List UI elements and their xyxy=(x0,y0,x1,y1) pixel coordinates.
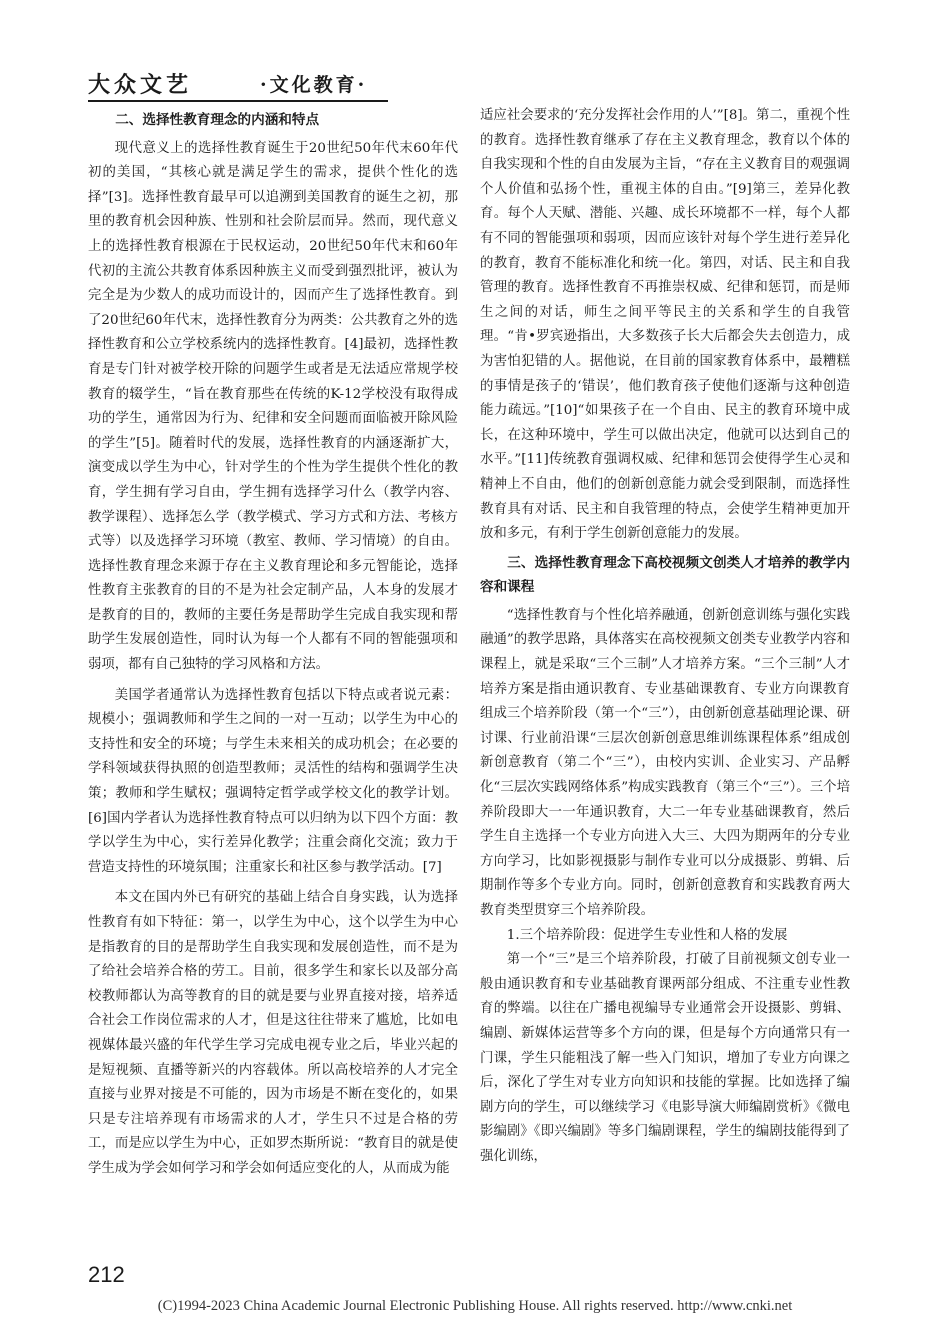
paragraph: “选择性教育与个性化培养融通，创新创意训练与强化实践融通”的教学思路，具体落实在高校视频文创类专业教学内容和课程上，就是采取“三个三制”人才培养方案。“三个三制”人才培养方案是指由通识教育、专业基础课教育、专业方向课教育组成三个培养阶段（第一个“三”），由创新创意基础理论课、研讨课、行业前沿课“三层次创新创意思维训练课程体系”组成创新创意教育（第二个“三”），由校内实训、企业实习、产品孵化“三层次实践网络体系”构成实践教育（第三个“三”）。三个培养阶段即大一一年通识教育，大二一年专业基础课教育，然后学生自主选择一个专业方向进入大三、大四为期两年的分专业方向学习，比如影视摄影与制作专业可以分成摄影、剪辑、后期制作等多个专业方向。同时，创新创意教育和实践教育两大教育类型贯穿三个培养阶段。 xyxy=(480,607,850,918)
journal-title: 大众文艺 xyxy=(88,72,193,98)
right-column xyxy=(480,104,850,1170)
subsection-heading: 1.三个培养阶段：促进学生专业性和人格的发展 xyxy=(506,927,788,943)
left-column xyxy=(88,104,458,1182)
section-title: ·文化教育· xyxy=(260,74,368,96)
paragraph: 美国学者通常认为选择性教育包括以下特点或者说元素：规模小；强调教师和学生之间的一对一互动；以学生为中心的支持性和安全的环境；与学生未来相关的成功机会；在必要的学科领域获得执照的创造型教师；灵活性的结构和强调学生决策；教师和学生赋权；强调特定哲学或学校文化的教学计划。[6]国内学者认为选择性教育特点可以归纳为以下四个方面：教学以学生为中心，实行差异化教学；注重会商化交流；致力于营造支持性的环境氛围；注重家长和社区参与教学活动。[7] xyxy=(88,687,458,875)
paragraph: 本文在国内外已有研究的基础上结合自身实践，认为选择性教育有如下特征：第一，以学生为中心，这个以学生为中心是指教育的目的是帮助学生自我实现和发展创造性，而不是为了给社会培养合格的劳工。目前，很多学生和家长以及部分高校教师都认为高等教育的目的就是要与业界直接对接，培养适合社会工作岗位需求的人才，但是这往往带来了尴尬，比如电视媒体最兴盛的年代学生学习完成电视专业之后，毕业兴起的是短视频、直播等新兴的内容载体。所以高校培养的人才完全直接与业界对接是不可能的，因为市场是不断在变化的，如果只是专注培养现有市场需求的人才，学生只不过是合格的劳工，而是应以学生为中心，正如罗杰斯所说：“教育目的就是使学生成为学会如何学习和学会如何适应变化的人，从而成为能 xyxy=(88,890,458,1176)
copyright-footer: (C)1994-2023 China Academic Journal Electronic Publishing House. All rights reserved. http://www.cnki.net xyxy=(157,1298,793,1314)
section-heading-3: 三、选择性教育理念下高校视频文创类人才培养的教学内容和课程 xyxy=(480,554,850,596)
paragraph: 现代意义上的选择性教育诞生于20世纪50年代末60年代初的美国，“其核心就是满足学生的需求，提供个性化的选择”[3]。选择性教育最早可以追溯到美国教育的诞生之初，那里的教育机会因种族、性别和社会阶层而异。然而，现代意义上的选择性教育根源在于民权运动，20世纪50年代末和60年代初的主流公共教育体系因种族主义而受到强烈批评，被认为完全是为少数人的成功而设计的，因而产生了选择性教育。到了20世纪60年代末，选择性教育分为两类：公共教育之外的选择性教育和公立学校系统内的选择性教育。[4]最初，选择性教育是专门针对被学校开除的问题学生或者是无法适应常规学校教育的辍学生，“旨在教育那些在传统的K-12学校没有取得成功的学生，通常因为行为、纪律和安全问题而面临被开除风险的学生”[5]。随着时代的发展，选择性教育的内涵逐渐扩大，演变成以学生为中心，针对学生的个性为学生提供个性化的教育，学生拥有学习自由，学生拥有选择学习什么（教学内容、教学课程）、选择怎么学（教学模式、学习方式和方法、考核方式等）以及选择学习环境（教室、教师、学习情境）的自由。选择性教育理念来源于存在主义教育理论和多元智能论，选择性教育主张教育的目的不是为社会定制产品，人本身的发展才是教育的目的，教师的主要任务是帮助学生完成自我实现和帮助学生发展创造性，同时认为每一个人都有不同的智能强项和弱项，都有自己独特的学习风格和方法。 xyxy=(88,140,458,673)
section-heading-2: 二、选择性教育理念的内涵和特点 xyxy=(115,112,320,128)
header-rule xyxy=(88,100,388,102)
paragraph-continued: 适应社会要求的‘充分发挥社会作用的人’”[8]。第二，重视个性的教育。选择性教育继承了存在主义教育理念，教育以个体的自我实现和个性的自由发展为主旨，“存在主义教育目的观强调个人价值和弘扬个性，重视主体的自由。”[9]第三，差异化教育。每个人天赋、潜能、兴趣、成长环境都不一样，每个人都有不同的智能强项和弱项，因而应该针对每个学生进行差异化的教育，教育不能标准化和统一化。第四，对话、民主和自我管理的教育。选择性教育不再推崇权威、纪律和惩罚，而是师生之间的对话，师生之间平等民主的关系和学生的自我管理。“肯•罗宾逊指出，大多数孩子长大后都会失去创造力，成为害怕犯错的人。据他说，在目前的国家教育体系中，最糟糕的事情是孩子的‘错误’，他们教育孩子使他们逐渐与这种创造能力疏远。”[10]“如果孩子在一个自由、民主的教育环境中成长，在这种环境中，学生可以做出决定，他就可以达到自己的水平。”[11]传统教育强调权威、纪律和惩罚会使得学生心灵和精神上不自由，他们的创新创意能力就会受到限制，而选择性教育具有对话、民主和自我管理的特点，会使学生精神更加开放和多元，有利于学生创新创意能力的发展。 xyxy=(480,108,850,542)
paragraph: 第一个“三”是三个培养阶段，打破了目前视频文创专业一般由通识教育和专业基础教育课两部分组成、不注重专业性教育的弊端。以往在广播电视编导专业通常会开设摄影、剪辑、编剧、新媒体运营等多个方向的课，但是每个方向通常只有一门课，学生只能粗浅了解一些入门知识，增加了专业方向课之后，深化了学生对专业方向知识和技能的掌握。比如选择了编剧方向的学生，可以继续学习《电影导演大师编剧赏析》《微电影编剧》《即兴编剧》等多门编剧课程，学生的编剧技能得到了强化训练， xyxy=(480,952,850,1164)
page-number: 212 xyxy=(88,1262,125,1287)
